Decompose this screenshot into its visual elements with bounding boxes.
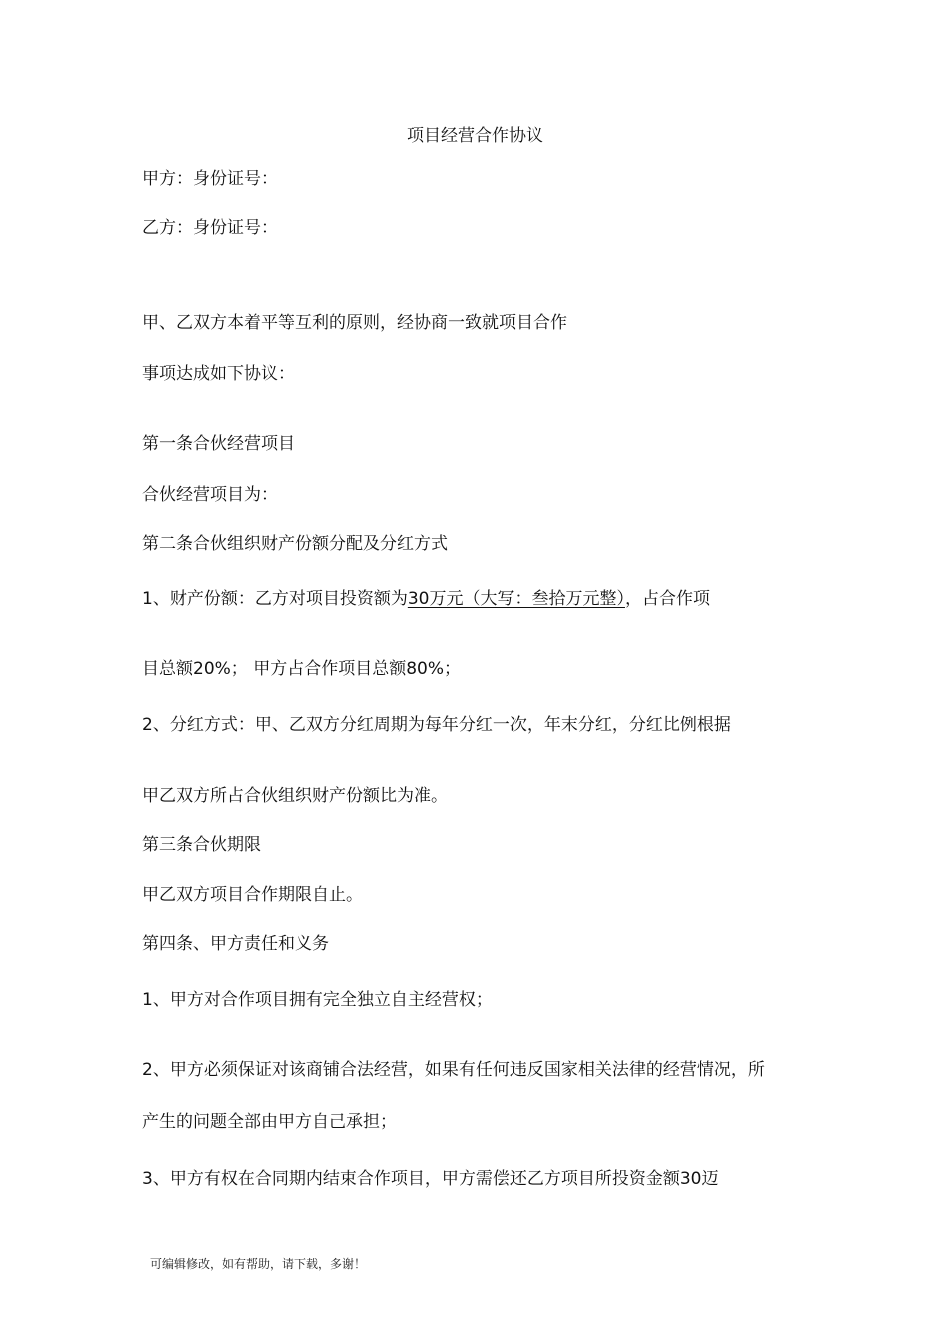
article-3-body: 甲乙双方项目合作期限自止。 bbox=[142, 885, 363, 905]
article-1-body: 合伙经营项目为： bbox=[142, 485, 278, 505]
article-2-item-1-continued: 目总额20%； 甲方占合作项目总额80%； bbox=[142, 659, 461, 679]
investment-amount: 30万元（大写：叁拾万元整） bbox=[407, 589, 625, 609]
item-1-prefix: 1、财产份额：乙方对项目投资额为 bbox=[142, 589, 408, 609]
article-1-heading: 第一条合伙经营项目 bbox=[142, 434, 295, 454]
intro-line-1: 甲、乙双方本着平等互利的原则，经协商一致就项目合作 bbox=[142, 313, 567, 333]
article-2-item-2-continued: 甲乙双方所占合伙组织财产份额比为准。 bbox=[142, 786, 448, 806]
article-2-heading: 第二条合伙组织财产份额分配及分红方式 bbox=[142, 534, 448, 554]
article-2-item-2: 2、分红方式：甲、乙双方分红周期为每年分红一次，年末分红，分红比例根据 bbox=[142, 715, 731, 735]
article-4-item-3: 3、甲方有权在合同期内结束合作项目，甲方需偿还乙方项目所投资金额30迈 bbox=[142, 1169, 719, 1189]
article-4-item-2-continued: 产生的问题全部由甲方自己承担； bbox=[142, 1112, 397, 1132]
article-2-item-1 bbox=[142, 587, 710, 611]
article-3-heading: 第三条合伙期限 bbox=[142, 835, 261, 855]
footer-note: 可编辑修改，如有帮助，请下载，多谢！ bbox=[150, 1257, 367, 1271]
intro-line-2: 事项达成如下协议： bbox=[142, 364, 295, 384]
document-title: 项目经营合作协议 bbox=[407, 126, 543, 146]
article-4-item-1: 1、甲方对合作项目拥有完全独立自主经营权； bbox=[142, 990, 493, 1010]
article-4-item-2: 2、甲方必须保证对该商铺合法经营，如果有任何违反国家相关法律的经营情况，所 bbox=[142, 1060, 765, 1080]
party-b-line: 乙方：身份证号： bbox=[142, 218, 278, 238]
item-1-suffix: ，占合作项 bbox=[624, 589, 710, 609]
article-4-heading: 第四条、甲方责任和义务 bbox=[142, 934, 329, 954]
party-a-line: 甲方：身份证号： bbox=[142, 169, 278, 189]
